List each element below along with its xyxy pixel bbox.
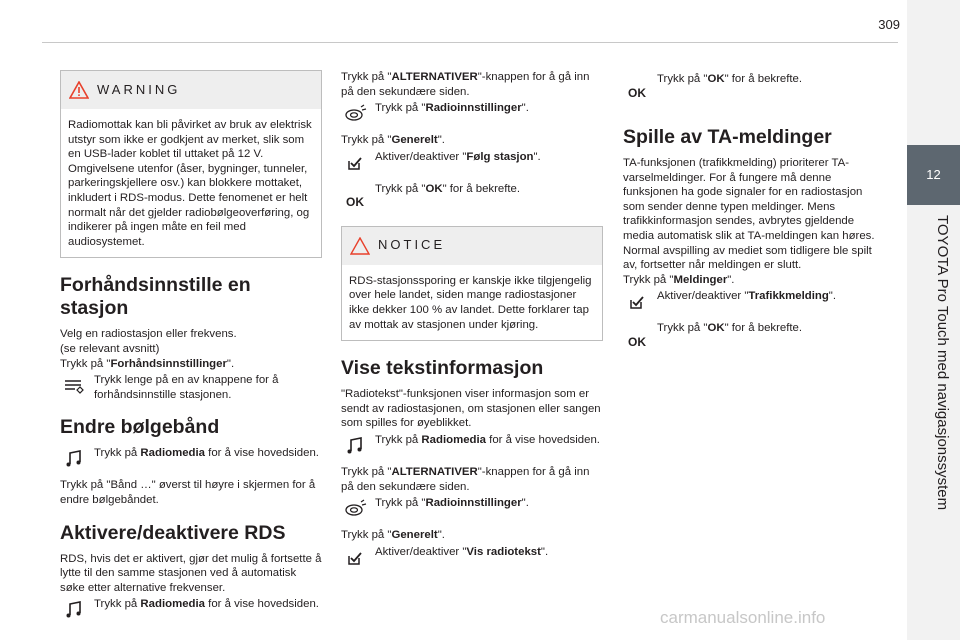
chapter-tab[interactable]: 12 (907, 145, 960, 205)
notice-triangle-icon (350, 237, 370, 255)
notice-box (341, 226, 603, 341)
heading-rds: Aktivere/deaktivere RDS (60, 521, 286, 544)
warning-triangle-icon (69, 81, 89, 99)
header-rule (42, 42, 898, 43)
heading-band: Endre bølgebånd (60, 416, 220, 439)
radio-settings-icon (341, 101, 369, 127)
step-rds-radiomedia: Trykk på Radiomedia for å vise hovedsiden. (60, 597, 322, 623)
notice-text: RDS-stasjonssporing er kanskje ikke tilgjengelig over hele landet, siden mange radiostasjoner ikke dekker 100 % av landet. Dette forklarer tap av mottak av stasjonen under kjøring. (349, 274, 592, 331)
music-note-icon (60, 597, 88, 623)
column-3: OK Trykk på "OK" for å bekrefte. Spille av TA-meldinger TA-funksjonen (trafikkmelding) prioriterer TA-varselmeldinger. For å fungere må denne funksjonen ha gode signaler for en radiostasjon som sender denne typen meldinger. Mens trafikkinformasjon sendes, avbrytes gjeldende media automatisk slik at TA-meldingen kan høres. Normal avspilling av mediet som tidligere ble spilt av, fortsetter når meldingen er slutt. Trykk på "Meldinger". Aktiver/deaktiver "Trafikkmelding". OK Trykk på "OK" for å bekrefte. (623, 70, 885, 361)
step-text-settings: Trykk på "Radioinnstillinger". (341, 496, 603, 522)
column-2: Trykk på "ALTERNATIVER"-knappen for å gå inn på den sekundære siden. Trykk på "Radioinnstillinger". Trykk på "Generelt". Aktiver/deaktiver "Følg stasjon". OK Trykk på "OK" for å bekrefte. NOTICE RDS-stasjonssporing er kanskje ikke tilgjengelig over hele landet, siden mange radiostasjoner ikke dekker 100 % av landet. Dette forklarer tap av mottak av stasjonen under kjøring. Vise tekstinformasjon "Radiotekst"-funksjonen viser informasjon som er sendt av radiostasjonen, om stasjonen eller sangen som spilles for øyeblikket. Trykk på Radiomedia for å vise hovedsiden. Trykk på "ALTERNATIVER"-knappen for å gå inn på den sekundære siden. Trykk på "Radioinnstillinger". Trykk på "Generelt". Aktiver/deaktiver "Vis radiotekst". (341, 70, 603, 577)
checkbox-icon (341, 150, 369, 176)
ok-icon: OK (628, 335, 646, 350)
preset-list-icon (60, 373, 88, 399)
column-1: WARNING Radiomottak kan bli påvirket av bruk av elektrisk utstyr som ikke er godkjent av merket, slik som en USB-lader koblet til uttaket på 12 V. Omgivelsene utenfor (åser, bygninger, tunneler, parkeringskjellere osv.) kan blokkere mottaket, inkludert i RDS-modus. Dette fenomenet er helt normalt når det gjelder radiobølgeoverføring, og indikerer på ingen måte en feil med audiosystemet. Forhåndsinnstille en stasjon Velg en radiostasjon eller frekvens. (se relevant avsnitt) Trykk på "Forhåndsinnstillinger". Trykk lenge på en av knappene for å forhåndsinnstille stasjonen. Endre bølgebånd Trykk på Radiomedia for å vise hovedsiden. Trykk på "Bånd …" øverst til høyre i skjermen for å endre bølgebåndet. Aktivere/deaktivere RDS RDS, hvis det er aktivert, gjør det mulig å fortsette å lytte til den samme stasjonen ved å automatisk søke etter alternative frekvenser. Trykk på Radiomedia for å vise hovedsiden. (60, 70, 322, 629)
music-note-icon (60, 446, 88, 472)
heading-preset: Forhåndsinnstille en stasjon (60, 274, 251, 320)
step-preset: Trykk lenge på en av knappene for å forhåndsinnstille stasjonen. (60, 373, 322, 402)
step-ta-toggle: Aktiver/deaktiver "Trafikkmelding". (623, 289, 885, 315)
heading-text-info: Vise tekstinformasjon (341, 357, 544, 380)
page-number: 309 (878, 17, 900, 32)
chapter-sidebar (907, 0, 960, 640)
warning-text-2: Omgivelsene utenfor (åser, bygninger, tunneler, parkeringskjellere osv.) kan blokkere mottaket, inkludert i RDS-modus. Dette fenomenet er helt normalt når det gjelder radiobølgeoverføring, og indikerer på ingen måte en feil med audiosystemet. (68, 162, 310, 248)
step-rds-toggle: Aktiver/deaktiver "Følg stasjon". (341, 150, 603, 176)
ok-icon: OK (628, 85, 646, 100)
step-text-toggle: Aktiver/deaktiver "Vis radiotekst". (341, 545, 603, 571)
warning-label: WARNING (97, 81, 181, 97)
checkbox-icon (341, 545, 369, 571)
notice-label: NOTICE (378, 237, 446, 253)
step-text-ok: OK Trykk på "OK" for å bekrefte. (623, 72, 885, 106)
ok-icon: OK (346, 195, 364, 210)
step-rds-ok: OK Trykk på "OK" for å bekrefte. (341, 182, 603, 216)
step-rds-settings: Trykk på "Radioinnstillinger". (341, 101, 603, 127)
checkbox-icon (623, 289, 651, 315)
step-band-radiomedia: Trykk på Radiomedia for å vise hovedsiden. (60, 446, 322, 472)
warning-text: Radiomottak kan bli påvirket av bruk av elektrisk utstyr som ikke er godkjent av merket, slik som en USB-lader koblet til uttaket på 12 V. (68, 119, 312, 161)
warning-box (60, 70, 322, 258)
watermark: carmanualsonline.info (660, 608, 826, 627)
music-note-icon (341, 433, 369, 459)
heading-ta: Spille av TA-meldinger (623, 126, 832, 148)
step-ta-ok: OK Trykk på "OK" for å bekrefte. (623, 321, 885, 355)
section-title: TOYOTA Pro Touch med navigasjonssystem (934, 215, 951, 511)
radio-settings-icon (341, 496, 369, 522)
step-text-radiomedia: Trykk på Radiomedia for å vise hovedsiden. (341, 433, 603, 459)
